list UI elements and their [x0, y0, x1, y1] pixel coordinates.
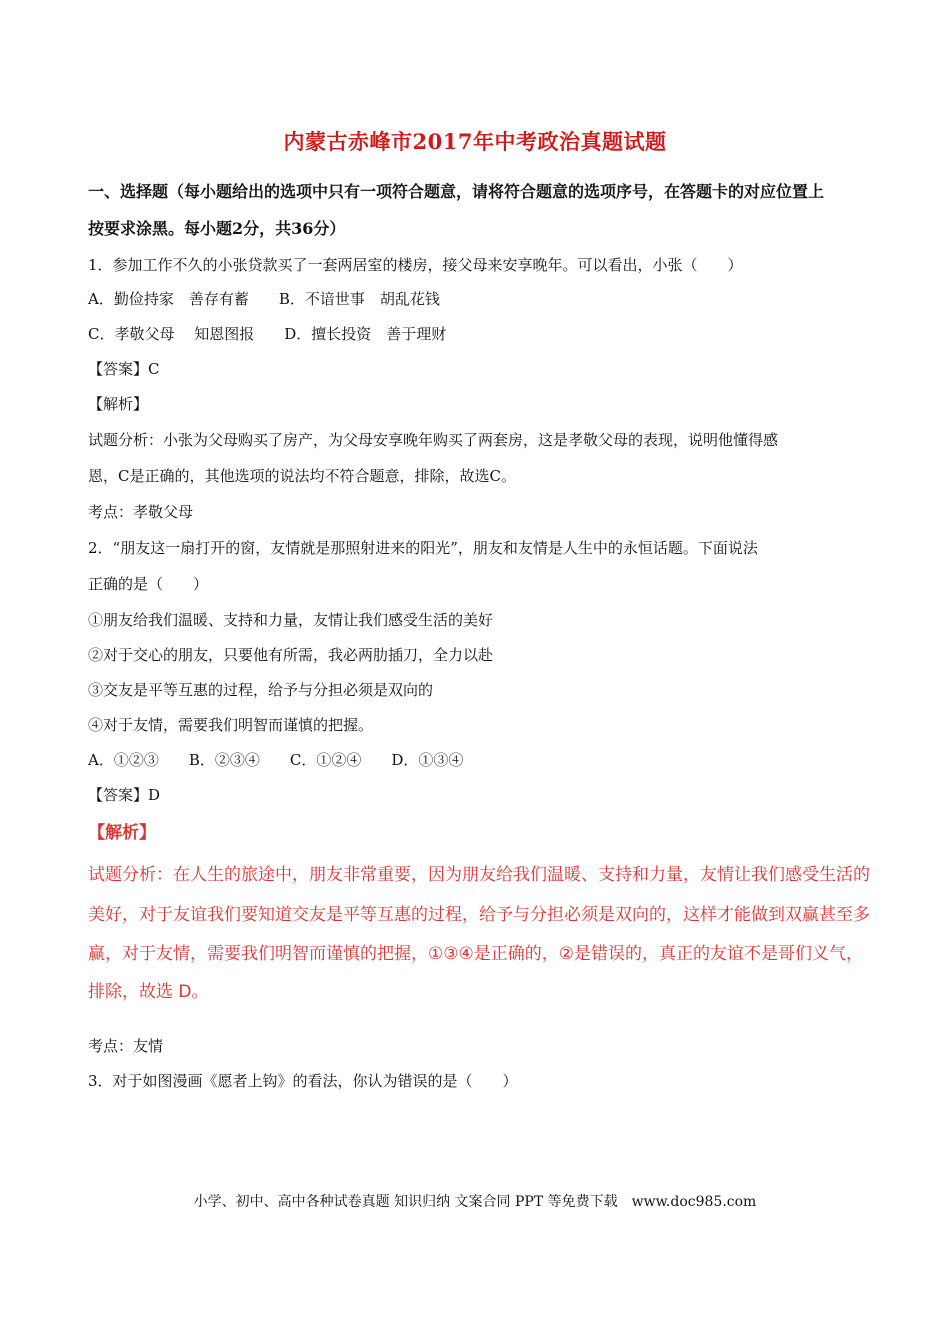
q3-stem: 3．对于如图漫画《愿者上钩》的看法，你认为错误的是（ ）: [88, 1072, 518, 1090]
q2-analysis-line-1: 试题分析：在人生的旅途中，朋友非常重要，因为朋友给我们温暖、支持和力量，友情让我们感受生活的: [88, 865, 870, 885]
q2-stem-line-1: 2．“朋友这一扇打开的窗，友情就是那照射进来的阳光”，朋友和友情是人生中的永恒话题。下面说法: [88, 539, 758, 557]
q1-answer: 【答案】C: [88, 360, 160, 378]
q2-item-3: ③交友是平等互惠的过程，给予与分担必须是双向的: [88, 681, 434, 699]
q1-stem: 1．参加工作不久的小张贷款买了一套两居室的楼房，接父母来安享晚年。可以看出，小张（ ）: [88, 256, 743, 274]
q2-analysis-label: 【解析】: [88, 823, 156, 843]
q2-analysis-line-2: 美好，对于友谊我们要知道交友是平等互惠的过程，给予与分担必须是双向的，这样才能做到双赢甚至多: [88, 905, 870, 925]
q1-options-cd: C．孝敬父母 知恩图报 D．擅长投资 善于理财: [88, 325, 447, 343]
section-heading-line-2: 按要求涂黑。每小题2分，共36分）: [88, 219, 346, 238]
q1-analysis-line-2: 恩，C是正确的，其他选项的说法均不符合题意，排除，故选C。: [88, 467, 516, 485]
q2-item-1: ①朋友给我们温暖、支持和力量，友情让我们感受生活的美好: [88, 611, 494, 629]
q2-analysis-line-3: 赢，对于友情，需要我们明智而谨慎的把握，①③④是正确的，②是错误的，真正的友谊不是哥们义气，: [88, 944, 863, 964]
q2-item-2: ②对于交心的朋友，只要他有所需，我必两肋插刀，全力以赴: [88, 646, 494, 664]
page-title: 内蒙古赤峰市2017年中考政治真题试题: [283, 129, 667, 154]
q2-stem-line-2: 正确的是（ ）: [88, 575, 209, 593]
q1-analysis-line-1: 试题分析：小张为父母购买了房产，为父母安享晚年购买了两套房，这是孝敬父母的表现，说明他懂得感: [88, 431, 779, 449]
q1-options-ab: A．勤俭持家 善存有蓄 B．不谙世事 胡乱花钱: [88, 290, 440, 308]
q1-knowledge-point: 考点：孝敬父母: [88, 503, 194, 521]
q2-analysis-line-4: 排除，故选 D。: [88, 982, 209, 1002]
q2-options: A．①②③ B．②③④ C．①②④ D．①③④: [88, 751, 464, 769]
q2-answer: 【答案】D: [88, 786, 161, 804]
page-footer: 小学、初中、高中各种试卷真题 知识归纳 文案合同 PPT 等免费下载 www.doc985.com: [193, 1194, 757, 1210]
q2-knowledge-point: 考点：友情: [88, 1037, 164, 1055]
section-heading-line-1: 一、选择题（每小题给出的选项中只有一项符合题意，请将符合题意的选项序号，在答题卡的对应位置上: [88, 182, 825, 201]
q2-item-4: ④对于友情，需要我们明智而谨慎的把握。: [88, 716, 374, 734]
q1-analysis-label: 【解析】: [88, 395, 149, 413]
